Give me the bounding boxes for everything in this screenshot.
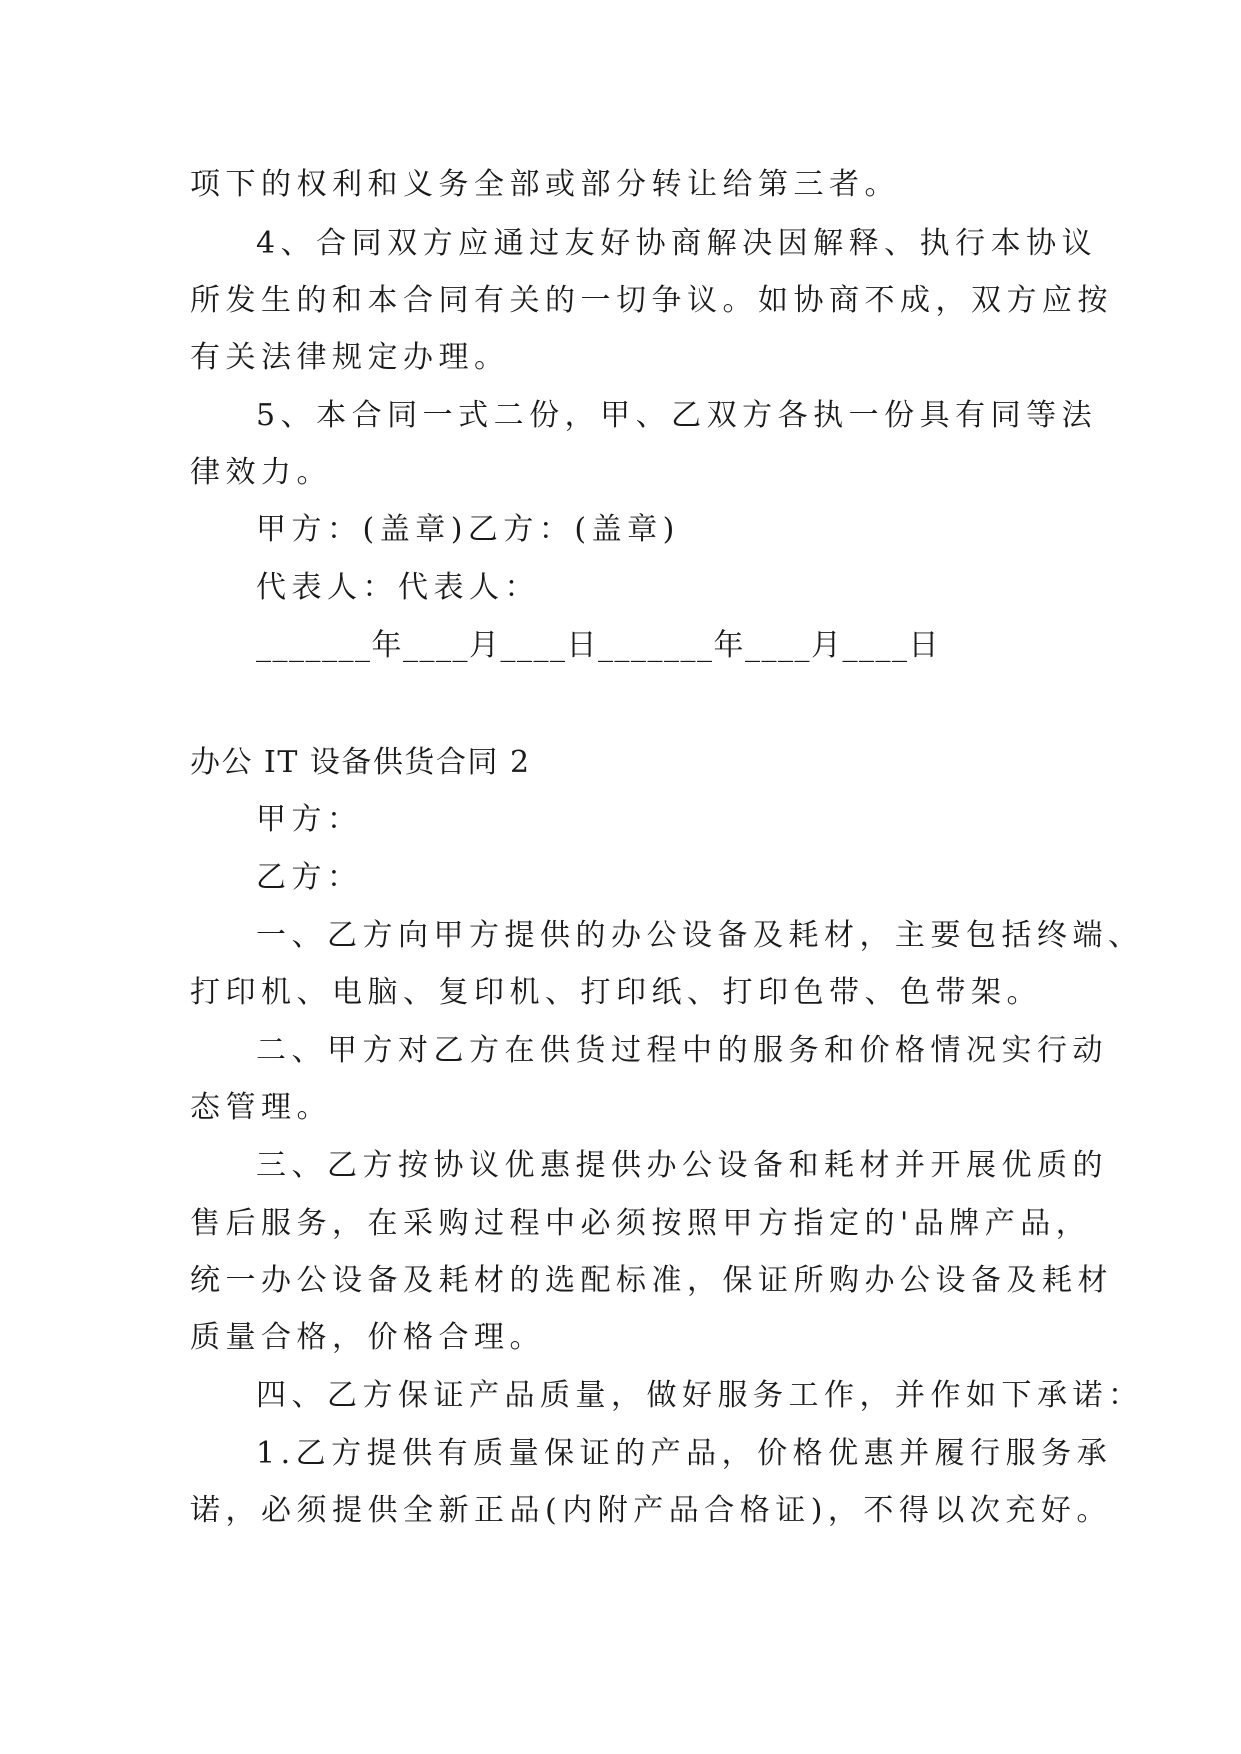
clause-four-line-1: 四、乙方保证产品质量，做好服务工作，并作如下承诺：: [256, 1378, 1144, 1413]
clause-three-line-1: 三、乙方按协议优惠提供办公设备和耗材并开展优质的: [256, 1148, 1108, 1183]
clause-three-line-3: 统一办公设备及耗材的选配标准，保证所购办公设备及耗材: [190, 1263, 1113, 1298]
representative-line: 代表人：代表人：: [256, 570, 540, 605]
transfer-clause-tail: 项下的权利和义务全部或部分转让给第三者。: [190, 167, 900, 202]
clause-4-line-1: 4、合同双方应通过友好协商解决因解释、执行本协议: [256, 226, 1098, 261]
clause-4-line-2: 所发生的和本合同有关的一切争议。如协商不成，双方应按: [190, 283, 1113, 318]
clause-5-line-1: 5、本合同一式二份，甲、乙双方各执一份具有同等法: [256, 398, 1098, 433]
clause-two-line-1: 二、甲方对乙方在供货过程中的服务和价格情况实行动: [256, 1033, 1108, 1068]
clause-one-line-2: 打印机、电脑、复印机、打印纸、打印色带、色带架。: [190, 975, 1042, 1010]
party-a-label: 甲方：: [256, 802, 363, 837]
clause-three-line-4: 质量合格，价格合理。: [190, 1320, 545, 1355]
party-b-label: 乙方：: [256, 860, 363, 895]
date-line: _______年____月____日_______年____月____日: [256, 628, 940, 663]
clause-4-line-3: 有关法律规定办理。: [190, 340, 510, 375]
clause-5-line-2: 律效力。: [190, 455, 332, 490]
clause-two-line-2: 态管理。: [190, 1090, 332, 1125]
clause-one-line-1: 一、乙方向甲方提供的办公设备及耗材，主要包括终端、: [256, 918, 1144, 953]
seal-line: 甲方：(盖章)乙方：(盖章): [256, 512, 680, 547]
contract-2-title: 办公 IT 设备供货合同 2: [190, 745, 531, 780]
sub-clause-1-line-1: 1.乙方提供有质量保证的产品，价格优惠并履行服务承: [256, 1436, 1113, 1471]
clause-three-line-2: 售后服务，在采购过程中必须按照甲方指定的'品牌产品，: [190, 1206, 1092, 1241]
sub-clause-1-line-2: 诺，必须提供全新正品(内附产品合格证)，不得以次充好。: [190, 1493, 1112, 1528]
